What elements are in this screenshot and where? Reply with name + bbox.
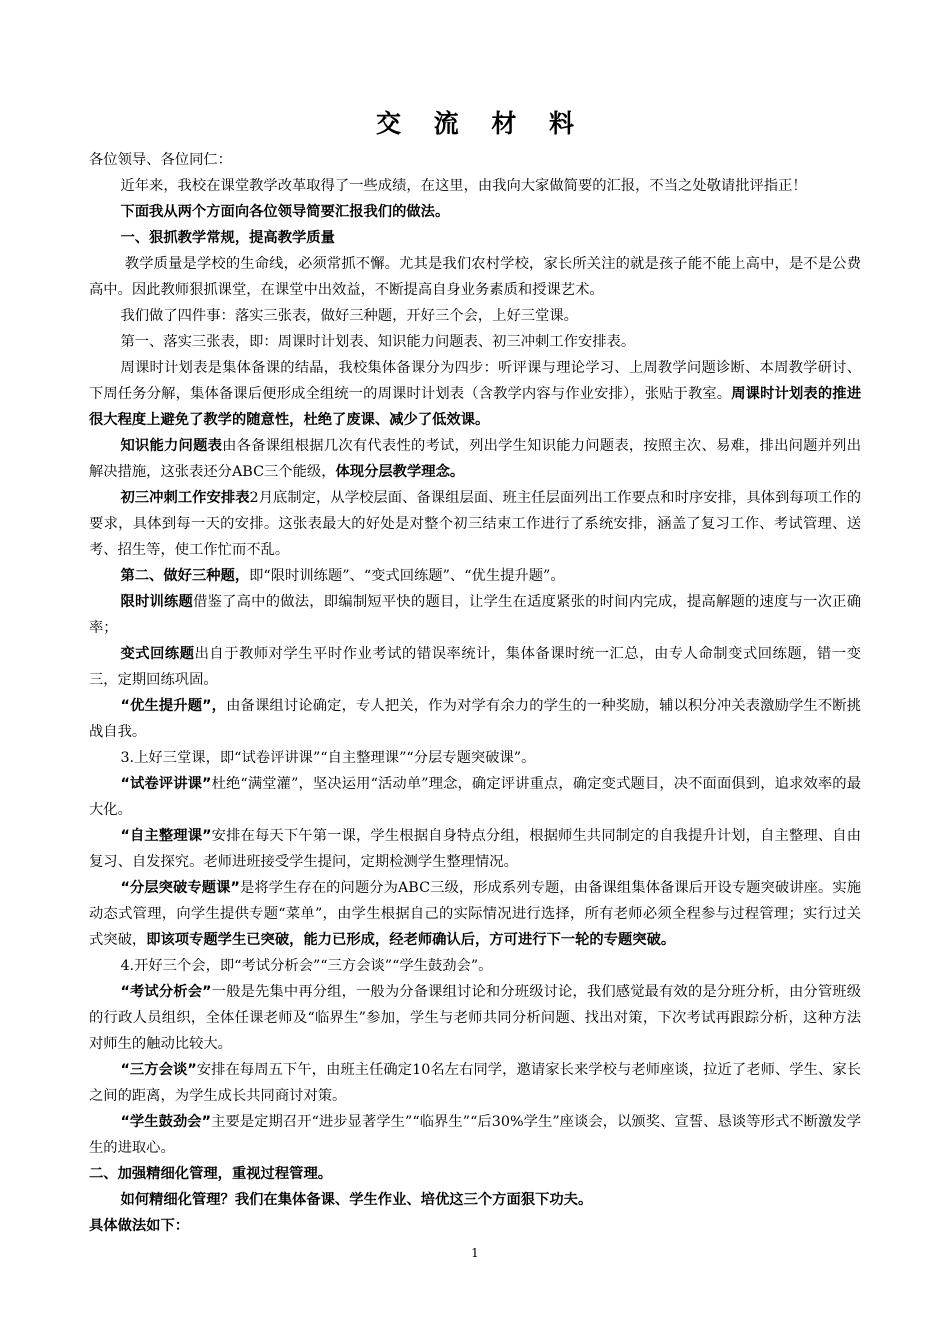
paragraph — [89, 823, 861, 875]
term: “考试分析会” — [120, 984, 212, 1000]
text: 安排在每天下午第一课，学生根据自身特点分组，根据师生共同制定的自我提升计划，自主整理、自由复习、自发探究。老师进班接受学生提问，定期检测学生整理情况。 — [89, 828, 861, 870]
text: 杜绝“满堂灌”，坚决运用“活动单”理念，确定评讲重点，确定变式题目，决不面面俱到，追求效率的最大化。 — [89, 776, 862, 818]
text: 是将学生存在的问题分为ABC三级，形成系列专题，由备课组集体备课后开设专题突破讲座。实施动态式管理，向学生提供专题“菜单”，由学生根据自己的实际情况进行选择，所有老师必须全程参与过程管理；实行过关式突破， — [89, 880, 862, 948]
paragraph: 我们做了四件事：落实三张表，做好三种题，开好三个会，上好三堂课。 — [120, 308, 578, 324]
text: 周课时计划表是集体备课的结晶，我校集体备课分为四步：听评课与理论学习、上周教学问题诊断、本周教学研讨、下周任务分解，集体备课后便形成全组统一的周课时计划表（含教学内容与作业安排），张贴于教室。 — [89, 360, 861, 402]
term: “试卷评讲课” — [120, 776, 212, 792]
section-heading-1: 一、狠抓教学常规，提高教学质量 — [120, 230, 335, 246]
term: 第二、做好三种题， — [120, 568, 250, 584]
term: “三方会谈” — [120, 1062, 197, 1078]
term: 知识能力问题表 — [120, 438, 223, 454]
paragraph: 第一、落实三张表，即：周课时计划表、知识能力问题表、初三冲刺工作安排表。 — [120, 334, 636, 350]
paragraph — [89, 355, 861, 433]
paragraph — [89, 693, 861, 745]
document-title: 交 流 材 料 — [375, 109, 587, 138]
text: 出自于教师对学生平时作业考试的错误率统计，集体备课时统一汇总，由专人命制变式回练题，错一变三，定期回练巩固。 — [89, 646, 861, 688]
paragraph — [89, 433, 861, 485]
text: 由各备课组根据几次有代表性的考试，列出学生知识能力问题表，按照主次、易难，排出问题并列出解决措施，这张表还分ABC三个能级， — [89, 438, 862, 480]
term: 限时训练题 — [120, 594, 194, 610]
paragraph — [89, 563, 861, 589]
paragraph: 具体做法如下： — [89, 1218, 190, 1234]
paragraph — [89, 875, 861, 953]
text: 一般是先集中再分组，一般为分备课组讨论和分班级讨论，我们感觉最有效的是分班分析，由分管班级的行政人员组织，全体任课老师及“临界生”参加，学生与老师共同分析问题、找出对策，下次考试再跟踪分析，这种方法对师生的触动比较大。 — [89, 984, 861, 1052]
section-heading-2: 二、加强精细化管理，重视过程管理。 — [89, 1166, 333, 1182]
paragraph: 教学质量是学校的生命线，必须常抓不懈。尤其是我们农村学校，家长所关注的就是孩子能不能上高中，是不是公费高中。因此教师狠抓课堂，在课堂中出效益，不断提高自身业务素质和授课艺术。 — [89, 256, 861, 298]
text: 由备课组讨论确定，专人把关，作为对学有余力的学生的一种奖励，辅以积分冲关表激励学生不断挑战自我。 — [89, 698, 862, 740]
paragraph — [89, 589, 861, 641]
paragraph — [89, 771, 861, 823]
emphasis: 周课时计划表的推进很大程度上避免了教学的随意性，杜绝了废课、减少了低效课。 — [89, 386, 861, 428]
text: 即“限时训练题”、“变式回练题”、“优生提升题”。 — [249, 568, 565, 584]
emphasis: 即该项专题学生已突破，能力已形成，经老师确认后，方可进行下一轮的专题突破。 — [146, 932, 676, 948]
text: 借鉴了高中的做法，即编制短平快的题目，让学生在适度紧张的时间内完成，提高解题的速度与一次正确率； — [89, 594, 861, 636]
paragraph — [89, 1057, 861, 1109]
paragraph — [89, 979, 861, 1057]
term: 变式回练题 — [120, 646, 195, 662]
paragraph: 如何精细化管理？我们在集体备课、学生作业、培优这三个方面狠下功夫。 — [120, 1192, 593, 1208]
text: 安排在每周五下午，由班主任确定10名左右同学，邀请家长来学校与老师座谈，拉近了老师、学生、家长之间的距离，为学生成长共同商讨对策。 — [89, 1062, 862, 1104]
paragraph — [89, 641, 861, 693]
term: “学生鼓劲会” — [120, 1114, 212, 1130]
document-body — [89, 147, 861, 1239]
text: 2月底制定，从学校层面、备课组层面、班主任层面列出工作要点和时序安排，具体到每项工作的要求，具体到每一天的安排。这张表最大的好处是对整个初三结束工作进行了系统安排，涵盖了复习工作、考试管理、送考、招生等，使工作忙而不乱。 — [89, 490, 862, 558]
term: “自主整理课” — [120, 828, 212, 844]
intro-statement: 下面我从两个方面向各位领导简要汇报我们的做法。 — [120, 204, 450, 220]
term: “分层突破专题课” — [120, 880, 240, 896]
salutation: 各位领导、各位同仁： — [89, 152, 232, 168]
paragraph — [89, 485, 861, 563]
page-number: 1 — [471, 1246, 479, 1260]
paragraph: 4.开好三个会，即“考试分析会”“三方会谈”“学生鼓劲会”。 — [120, 958, 493, 974]
paragraph: 3.上好三堂课，即“试卷评讲课”“自主整理课”“分层专题突破课”。 — [120, 750, 536, 766]
paragraph: 近年来，我校在课堂教学改革取得了一些成绩，在这里，由我向大家做简要的汇报，不当之处敬请批评指正！ — [120, 178, 807, 194]
paragraph — [89, 1109, 861, 1161]
term: “优生提升题”， — [120, 698, 227, 714]
term: 初三冲刺工作安排表 — [120, 490, 250, 506]
text: 主要是定期召开“进步显著学生”“临界生”“后30%学生”座谈会，以颁奖、宣誓、恳谈等形式不断激发学生的进取心。 — [89, 1114, 861, 1156]
emphasis: 体现分层教学理念。 — [335, 464, 465, 480]
